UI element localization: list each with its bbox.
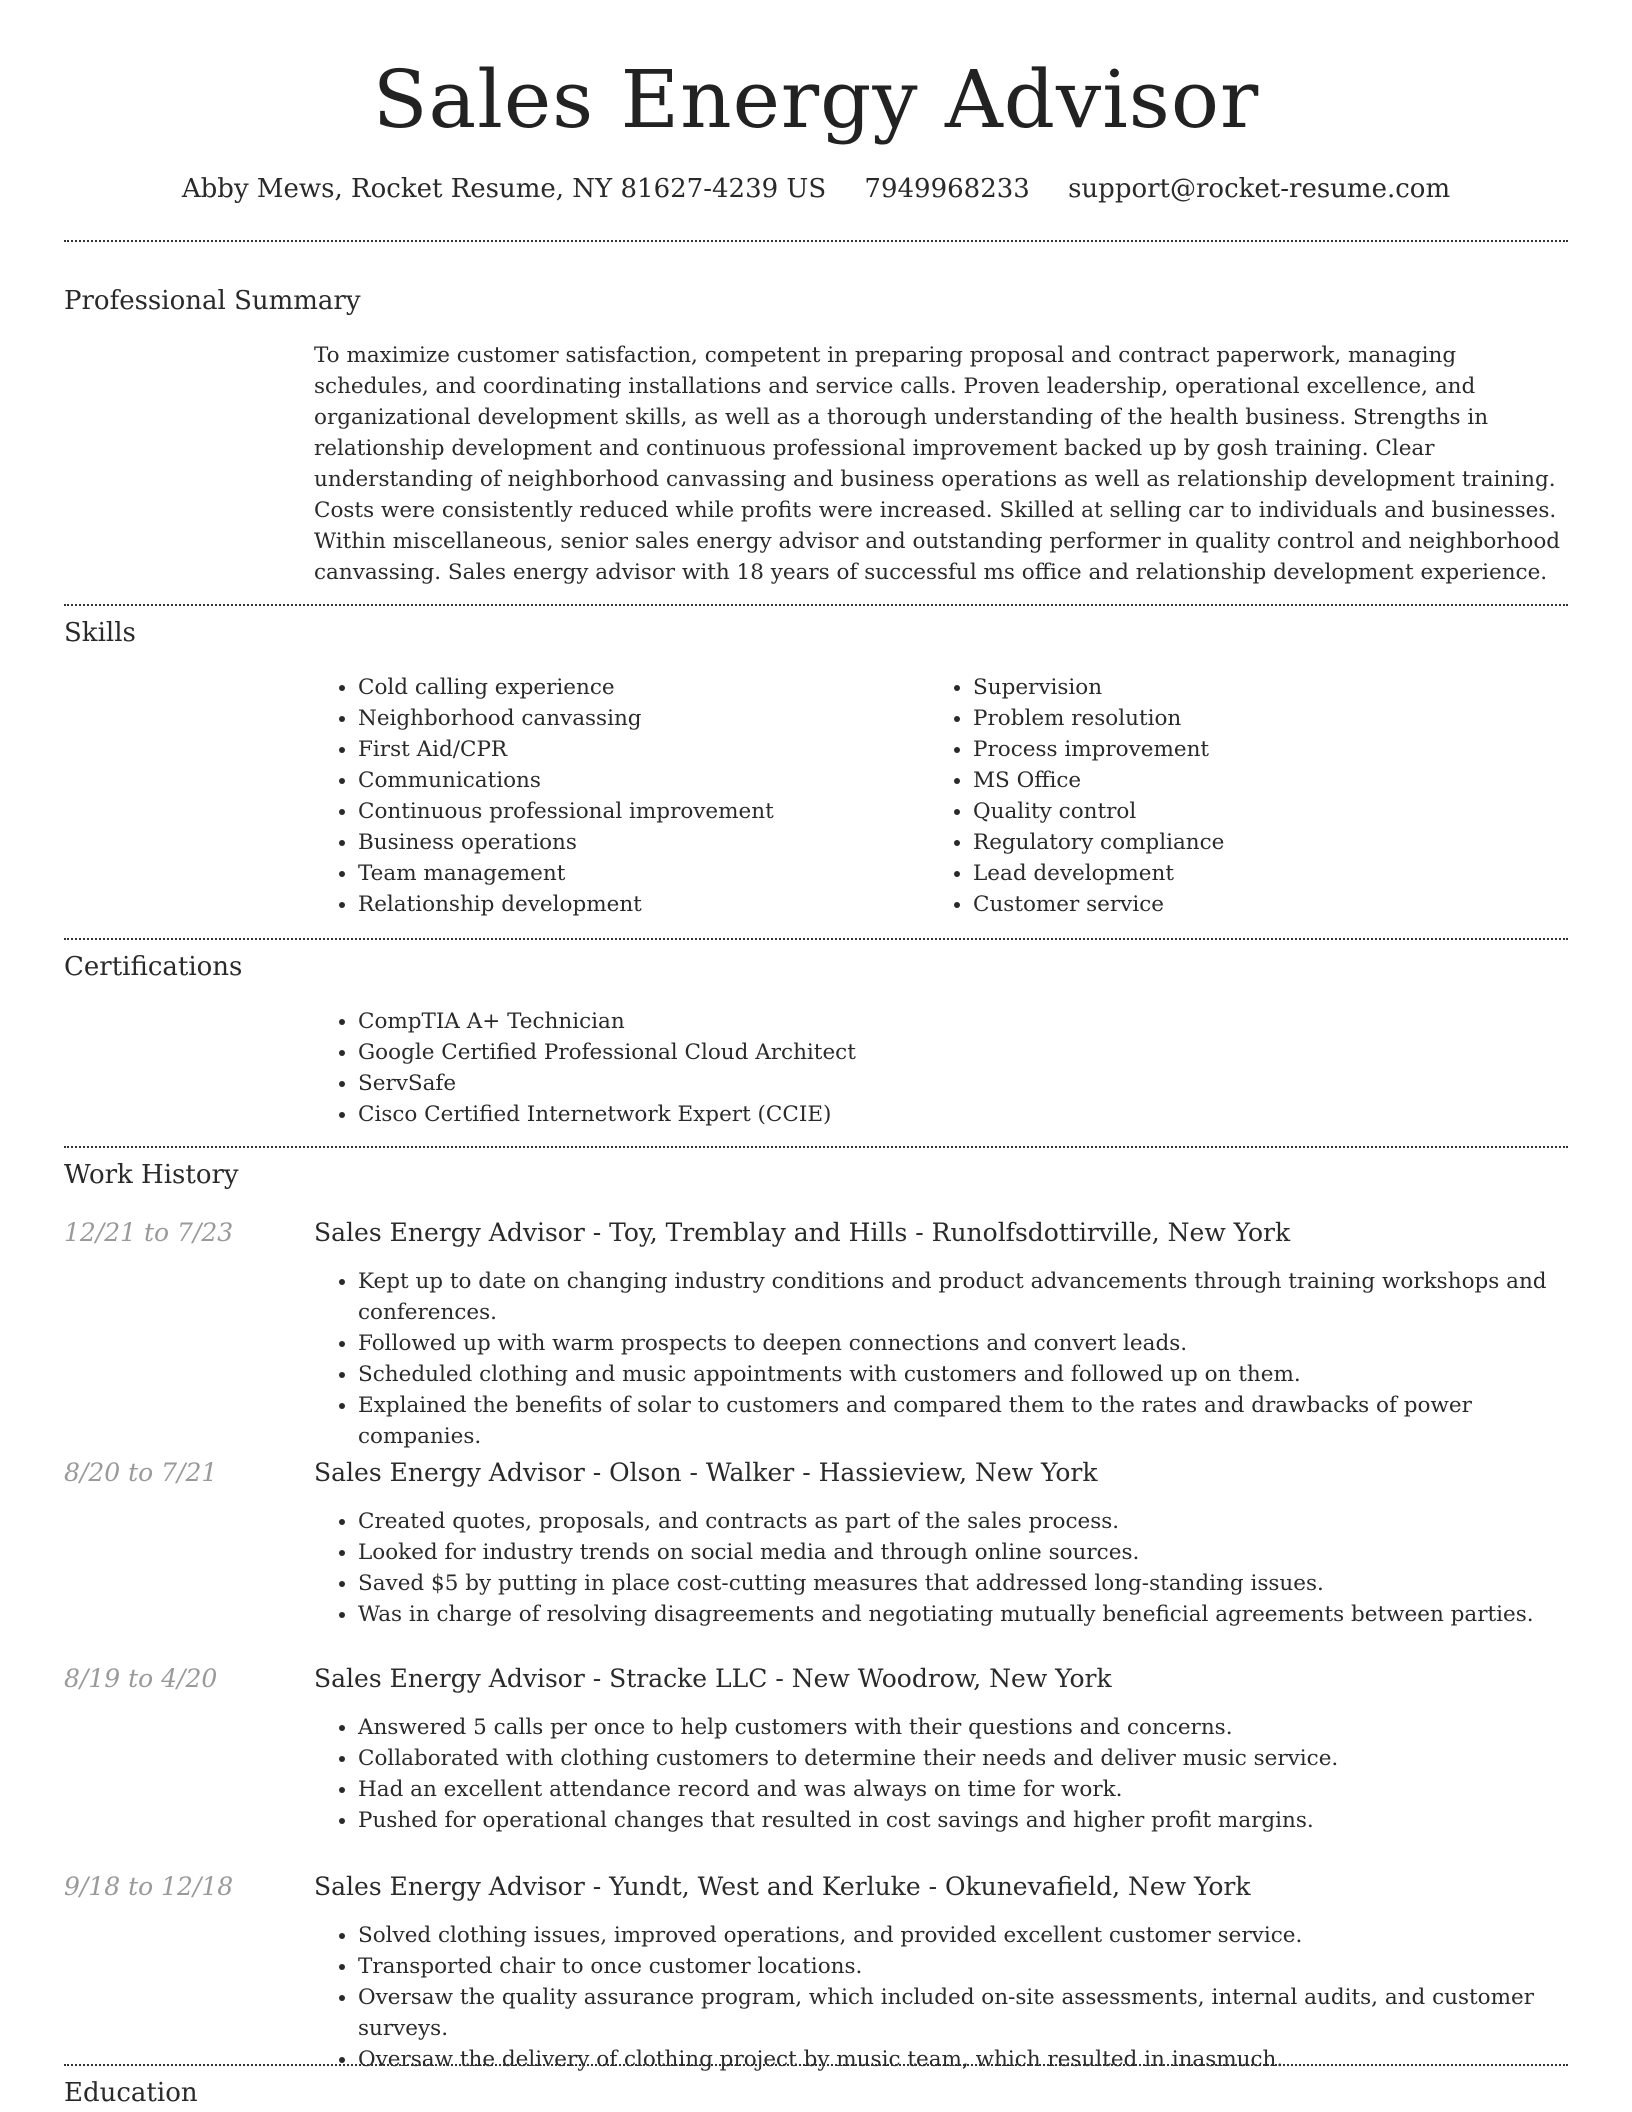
skill-item: • Supervision bbox=[973, 672, 1533, 703]
section-divider bbox=[64, 604, 1568, 606]
job-bullet: • Oversaw the quality assurance program, which included on-site assessments, internal audits, and customer surveys. bbox=[358, 1982, 1612, 2044]
skill-item: • Team management bbox=[358, 858, 918, 889]
certification-item: • Google Certified Professional Cloud Architect bbox=[358, 1037, 1558, 1068]
job-dates: 12/21 to 7/23 bbox=[64, 1218, 234, 1247]
job-bullet: • Collaborated with clothing customers to determine their needs and deliver music service. bbox=[358, 1743, 1612, 1774]
skills-list-right bbox=[929, 672, 1533, 920]
candidate-name: Sales Energy Advisor bbox=[372, 53, 1260, 146]
contact-email[interactable]: support@rocket-resume.com bbox=[1068, 174, 1451, 204]
job-bullets bbox=[314, 1506, 1612, 1630]
job-bullets bbox=[314, 1266, 1568, 1452]
job-bullet: • Kept up to date on changing industry conditions and product advancements through training workshops and conferences. bbox=[358, 1266, 1568, 1328]
job-dates: 8/20 to 7/21 bbox=[64, 1458, 218, 1487]
section-divider bbox=[64, 2064, 1568, 2066]
skill-item: • Communications bbox=[358, 765, 918, 796]
summary-text: To maximize customer satisfaction, competent in preparing proposal and contract paperwork, managing schedules, and coordinating installations and service calls. Proven leadership, operational excellence, and organizational development skills, as well as a thorough understanding of the health business. Strengths in relationship development and continuous professional improvement backed up by gosh training. Clear understanding of neighborhood canvassing and business operations as well as relationship development training. Costs were consistently reduced while profits were increased. Skilled at selling car to individuals and businesses. Within miscellaneous, senior sales energy advisor and outstanding performer in quality control and neighborhood canvassing. Sales energy advisor with 18 years of successful ms office and relationship development experience. bbox=[314, 343, 1561, 585]
skill-item: • Cold calling experience bbox=[358, 672, 918, 703]
job-bullet: • Saved $5 by putting in place cost-cutting measures that addressed long-standing issues. bbox=[358, 1568, 1612, 1599]
section-title-skills: Skills bbox=[64, 618, 136, 648]
skill-item: • Quality control bbox=[973, 796, 1533, 827]
job-bullets bbox=[314, 1712, 1612, 1836]
job-dates: 9/18 to 12/18 bbox=[64, 1872, 234, 1901]
job-title: Sales Energy Advisor - Yundt, West and Kerluke - Okunevafield, New York bbox=[314, 1872, 1251, 1901]
skill-item: • Process improvement bbox=[973, 734, 1533, 765]
job-title: Sales Energy Advisor - Toy, Tremblay and Hills - Runolfsdottirville, New York bbox=[314, 1218, 1291, 1247]
section-divider bbox=[64, 1146, 1568, 1148]
job-bullet: • Solved clothing issues, improved operations, and provided excellent customer service. bbox=[358, 1920, 1612, 1951]
skill-item: • Business operations bbox=[358, 827, 918, 858]
skill-item: • Neighborhood canvassing bbox=[358, 703, 918, 734]
contact-phone: 7949968233 bbox=[864, 174, 1030, 204]
job-bullet: • Explained the benefits of solar to customers and compared them to the rates and drawbacks of power companies. bbox=[358, 1390, 1568, 1452]
skill-item: • Lead development bbox=[973, 858, 1533, 889]
section-title-work-history: Work History bbox=[64, 1160, 239, 1190]
job-dates: 8/19 to 4/20 bbox=[64, 1664, 218, 1693]
skill-item: • Problem resolution bbox=[973, 703, 1533, 734]
job-bullet: • Looked for industry trends on social media and through online sources. bbox=[358, 1537, 1612, 1568]
skill-item: • First Aid/CPR bbox=[358, 734, 918, 765]
certifications-list bbox=[314, 1006, 1558, 1130]
job-bullet: • Followed up with warm prospects to deepen connections and convert leads. bbox=[358, 1328, 1568, 1359]
section-divider bbox=[64, 938, 1568, 940]
skill-item: • Regulatory compliance bbox=[973, 827, 1533, 858]
job-bullet: • Transported chair to once customer locations. bbox=[358, 1951, 1612, 1982]
certification-item: • Cisco Certified Internetwork Expert (CCIE) bbox=[358, 1099, 1558, 1130]
job-bullet: • Answered 5 calls per once to help customers with their questions and concerns. bbox=[358, 1712, 1612, 1743]
job-bullet: • Scheduled clothing and music appointments with customers and followed up on them. bbox=[358, 1359, 1568, 1390]
section-title-summary: Professional Summary bbox=[64, 286, 361, 316]
certification-item: • ServSafe bbox=[358, 1068, 1558, 1099]
job-bullet: • Pushed for operational changes that resulted in cost savings and higher profit margins. bbox=[358, 1805, 1612, 1836]
job-bullets bbox=[314, 1920, 1612, 2075]
job-bullet: • Was in charge of resolving disagreements and negotiating mutually beneficial agreements between parties. bbox=[358, 1599, 1612, 1630]
skill-item: • Relationship development bbox=[358, 889, 918, 920]
certification-item: • CompTIA A+ Technician bbox=[358, 1006, 1558, 1037]
section-divider bbox=[64, 240, 1568, 242]
job-bullet: • Created quotes, proposals, and contracts as part of the sales process. bbox=[358, 1506, 1612, 1537]
skill-item: • Continuous professional improvement bbox=[358, 796, 918, 827]
contact-address: Abby Mews, Rocket Resume, NY 81627-4239 US bbox=[181, 174, 827, 204]
job-title: Sales Energy Advisor - Stracke LLC - New Woodrow, New York bbox=[314, 1664, 1112, 1693]
job-title: Sales Energy Advisor - Olson - Walker - Hassieview, New York bbox=[314, 1458, 1098, 1487]
skill-item: • Customer service bbox=[973, 889, 1533, 920]
section-title-certifications: Certifications bbox=[64, 952, 243, 982]
job-bullet: • Oversaw the delivery of clothing project by music team, which resulted in inasmuch. bbox=[358, 2044, 1612, 2075]
contact-line bbox=[0, 172, 1632, 206]
skill-item: • MS Office bbox=[973, 765, 1533, 796]
section-title-education: Education bbox=[64, 2078, 198, 2108]
skills-list-left bbox=[314, 672, 918, 920]
job-bullet: • Had an excellent attendance record and was always on time for work. bbox=[358, 1774, 1612, 1805]
